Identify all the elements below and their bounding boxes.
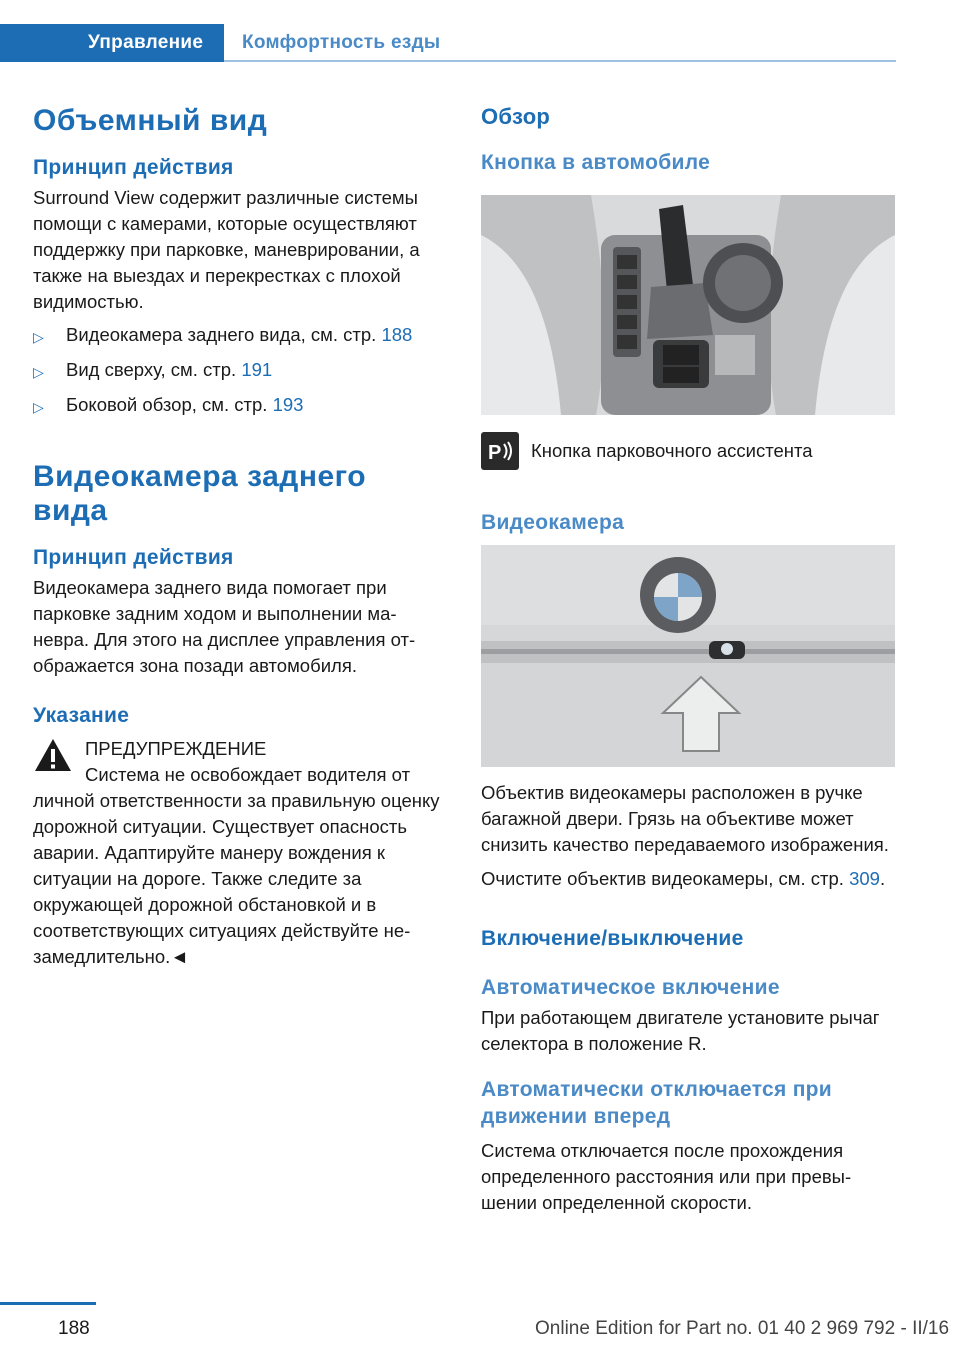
button-caption: Кнопка парковочного ассистента: [531, 440, 813, 461]
page-number: 188: [58, 1318, 90, 1339]
subheading-camera: Видеокамера: [481, 511, 625, 534]
heading-overview: Обзор: [481, 104, 551, 129]
warning-label: ПРЕДУПРЕЖДЕНИЕ: [85, 738, 267, 760]
section-title-rear-camera: Видеокамера заднего вида: [33, 459, 367, 528]
subheading-auto-off: Автоматически отключается при движении вперед: [481, 1078, 833, 1128]
subheading-principle: Принцип действия: [33, 155, 234, 179]
edition-label: Online Edition for Part no. 01 40 2 969 792 - II/16: [535, 1318, 950, 1339]
feature-list: [33, 322, 443, 420]
subheading-button-in-car: Кнопка в автомобиле: [481, 151, 711, 175]
triangle-bullet-icon: ▷: [33, 328, 44, 345]
warning-triangle-icon: [33, 736, 73, 774]
console-photo: [481, 195, 895, 415]
subheading-principle: Принцип действия: [33, 545, 234, 569]
right-column-mid: [481, 432, 899, 536]
list-item-text: Боковой обзор, см. стр.: [66, 393, 273, 415]
right-column-bottom: [481, 780, 899, 1216]
paragraph-clean-lens: [481, 866, 899, 892]
camera-photo: [481, 545, 895, 767]
svg-text:P: P: [488, 442, 502, 464]
triangle-bullet-icon: ▷: [33, 363, 44, 380]
heading-on-off: Включение/выключение: [481, 927, 744, 950]
paragraph-surround-view: Surround View содержит различные системы помощи с камерами, которые осуществляют поддержку при парковке, маневрировании, а также на выездах и перекрестках с плохой видимостью.: [33, 186, 420, 312]
subheading-note: Указание: [33, 703, 130, 727]
footer-divider: [0, 1302, 96, 1305]
clean-text: Очистите объектив видеокамеры, см. стр.: [481, 868, 850, 889]
list-item: [33, 357, 443, 385]
paragraph-rear-camera: Видеокамера заднего вида помогает при парковке задним ходом и выполнении маневра. Для этого на дисплее управления отображается зона позади автомобиля.: [33, 576, 416, 676]
button-caption-row: [481, 432, 899, 470]
page-reference-link[interactable]: 191: [241, 358, 273, 380]
page-reference-link[interactable]: 309: [849, 868, 880, 889]
warning-body: Система не освобождает водителя от личной ответственности за правильную оценку дорожной ситуации. Существует опасность аварии. Адаптируйте манеру вождения к ситуации на дороге. Также следите за окружающей дорожной обстановкой и в соответствующих ситуациях действуйте незамедлительно.◄: [33, 764, 440, 968]
list-item: [33, 392, 443, 420]
section-title-surround-view: Объемный вид: [33, 104, 268, 137]
tab-subsection: Комфортность езды: [242, 32, 441, 53]
header-divider: [224, 60, 896, 62]
left-column: [33, 104, 443, 970]
clean-end: .: [879, 868, 886, 889]
paragraph-auto-on: При работающем двигателе установите рычаг селектора в положение R.: [481, 1007, 880, 1055]
triangle-bullet-icon: ▷: [33, 398, 44, 415]
list-item: [33, 322, 443, 350]
right-column-top: [481, 104, 899, 177]
subheading-auto-on: Автоматическое включение: [481, 976, 780, 1000]
list-item-text: Видеокамера заднего вида, см. стр.: [66, 323, 382, 345]
list-item-text: Вид сверху, см. стр.: [66, 358, 242, 380]
paragraph-camera-location: Объектив видеокамеры расположен в ручке багажной двери. Грязь на объективе может снизить качество передаваемого изображения.: [481, 782, 889, 855]
page-reference-link[interactable]: 188: [381, 323, 413, 345]
paragraph-auto-off: Система отключается после прохождения определенного расстояния или при превышении определенной скорости.: [481, 1139, 852, 1213]
parking-assistant-button-icon: [481, 432, 519, 470]
tab-active-section: Управление: [0, 24, 224, 62]
page-reference-link[interactable]: 193: [272, 393, 304, 415]
